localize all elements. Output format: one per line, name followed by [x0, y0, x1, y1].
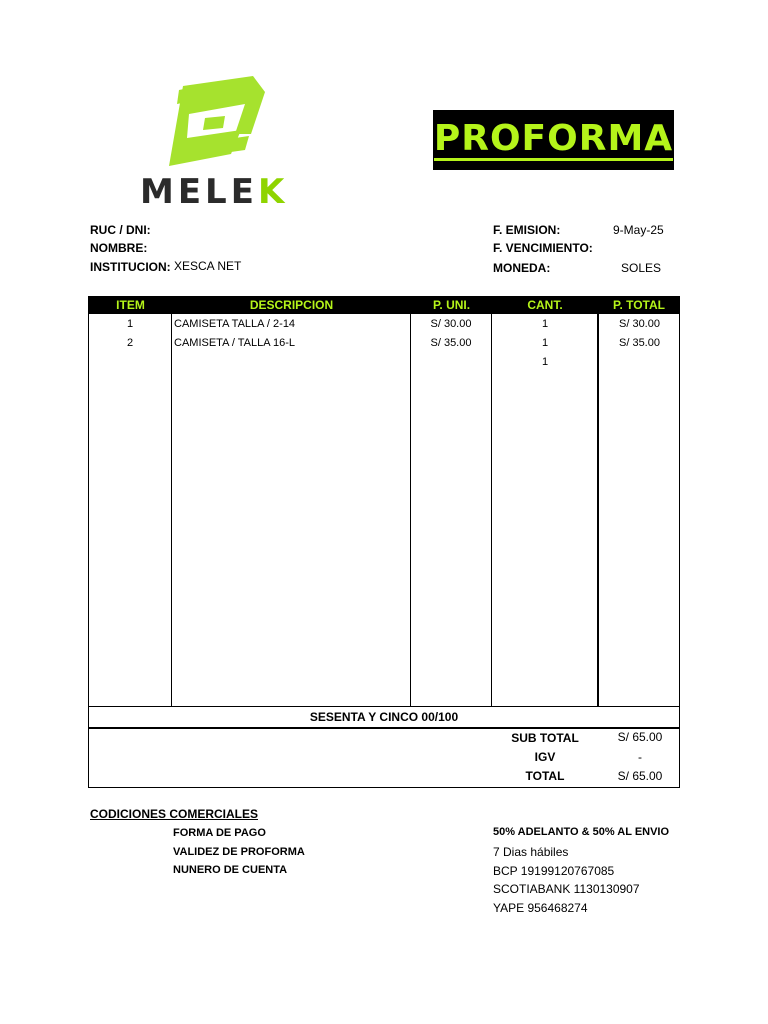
payment-form-label: FORMA DE PAGO [173, 827, 266, 839]
row-2-item: 2 [126, 337, 134, 349]
subtotal-value: S/ 65.00 [617, 730, 663, 744]
col-cant-header: CANT. [527, 298, 563, 312]
column-divider [491, 314, 492, 706]
col-item-header: ITEM [116, 298, 145, 312]
amount-in-words: SESENTA Y CINCO 00/100 [88, 707, 680, 728]
melek-logo-icon [165, 74, 265, 168]
row-3-cant: 1 [541, 356, 549, 368]
items-table [88, 296, 680, 707]
row-1-item: 1 [126, 318, 134, 330]
igv-value: - [638, 750, 642, 764]
institucion-value: XESCA NET [174, 259, 242, 273]
brand-name [140, 172, 288, 212]
column-divider [597, 314, 599, 706]
account-bcp: BCP 19199120767085 [493, 864, 615, 878]
payment-form-value: 50% ADELANTO & 50% AL ENVIO [493, 826, 670, 838]
account-scotiabank: SCOTIABANK 1130130907 [493, 882, 640, 896]
row-2-desc: CAMISETA / TALLA 16-L [174, 337, 296, 349]
col-desc-header: DESCRIPCION [249, 298, 334, 312]
account-yape: YAPE 956468274 [493, 901, 588, 915]
ruc-label: RUC / DNI: [90, 223, 151, 237]
proforma-title: PROFORMA [433, 117, 674, 159]
row-1-ptotal: S/ 30.00 [619, 318, 660, 330]
moneda-label: MONEDA: [493, 261, 551, 275]
brand-name-accent: K [257, 172, 289, 212]
nombre-label: NOMBRE: [90, 241, 148, 255]
validity-value: 7 Dias hábiles [493, 845, 569, 859]
vencimiento-label: F. VENCIMIENTO: [493, 241, 593, 255]
row-2-cant: 1 [541, 337, 549, 349]
column-divider [171, 314, 172, 706]
brand-name-main: MELE [140, 172, 258, 212]
subtotal-label: SUB TOTAL [511, 731, 579, 745]
total-value: S/ 65.00 [617, 769, 663, 783]
emision-value: 9-May-25 [613, 223, 664, 237]
proforma-badge [433, 110, 674, 170]
table-header [89, 297, 679, 314]
row-1-desc: CAMISETA TALLA / 2-14 [174, 318, 296, 330]
validity-label: VALIDEZ DE PROFORMA [173, 846, 305, 858]
row-2-puni: S/ 35.00 [430, 337, 472, 349]
conditions-title: CODICIONES COMERCIALES [90, 807, 259, 821]
total-label: TOTAL [525, 769, 565, 783]
col-ptotal-header: P. TOTAL [612, 298, 665, 312]
emision-label: F. EMISION: [493, 223, 561, 237]
moneda-value: SOLES [621, 261, 662, 275]
row-1-cant: 1 [541, 318, 549, 330]
row-2-ptotal: S/ 35.00 [619, 337, 660, 349]
column-divider [410, 314, 411, 706]
account-label: NUNERO DE CUENTA [173, 864, 288, 876]
institucion-label: INSTITUCION: [90, 260, 171, 274]
row-1-puni: S/ 30.00 [430, 318, 472, 330]
col-puni-header: P. UNI. [432, 298, 471, 312]
igv-label: IGV [534, 750, 556, 764]
totals-box [88, 728, 680, 788]
